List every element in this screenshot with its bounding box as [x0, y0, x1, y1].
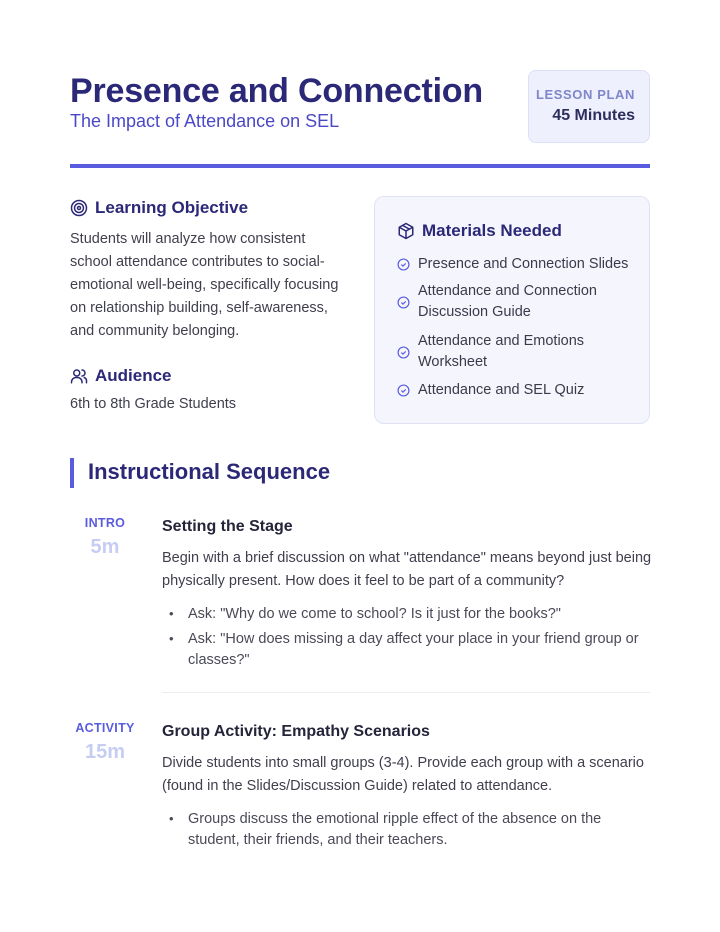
badge-duration: 45 Minutes [552, 107, 635, 124]
step-title: Setting the Stage [162, 518, 293, 535]
step-description: Divide students into small groups (3-4). Provide each group with a scenario (found in the Slides/Discussion Guide) related to attendance. [162, 755, 644, 794]
lesson-plan-badge [528, 70, 650, 143]
step-tag: ACTIVITY [75, 721, 135, 735]
objective-text: Students will analyze how consistent school attendance contributes to social-emotional well-being, specifically focusing on relationship building, self-awareness, and community belonging. [70, 231, 339, 339]
audience-title: Audience [95, 366, 172, 385]
step-duration: 15m [84, 741, 126, 763]
step-bullet-text: Ask: "How does missing a day affect your place in your friend group or classes?" [188, 631, 639, 668]
header-divider [70, 164, 650, 168]
page-subtitle: The Impact of Attendance on SEL [70, 111, 340, 131]
step-bullet: • Ask: "How does missing a day affect your place in your friend group or classes?" [169, 631, 639, 668]
check-circle-icon [397, 384, 410, 397]
step-bullet-text: Ask: "Why do we come to school? Is it just for the books?" [188, 606, 561, 622]
materials-title: Materials Needed [422, 221, 562, 240]
material-label: Attendance and SEL Quiz [418, 382, 585, 398]
material-item [397, 281, 607, 323]
materials-heading [397, 221, 562, 241]
material-item [397, 254, 637, 275]
check-circle-icon [397, 346, 410, 359]
users-icon [70, 367, 88, 385]
badge-label: LESSON PLAN [535, 87, 635, 102]
target-icon [70, 199, 88, 217]
page-title: Presence and Connection [70, 72, 483, 110]
sequence-title: Instructional Sequence [88, 459, 331, 484]
material-item [397, 331, 597, 373]
material-label: Presence and Connection Slides [418, 256, 629, 272]
step-description: Begin with a brief discussion on what "attendance" means beyond just being physically present. How does it feel to be part of a community? [162, 550, 652, 589]
step-bullet: • Groups discuss the emotional ripple effect of the absence on the student, their friends, and their teachers. [169, 811, 602, 848]
sequence-accent-bar [70, 458, 74, 488]
material-label: Attendance and Emotions Worksheet [418, 333, 585, 370]
step-duration: 5m [90, 536, 120, 558]
box-icon [397, 222, 415, 240]
step-divider [162, 692, 650, 693]
audience-text: 6th to 8th Grade Students [70, 396, 237, 412]
step-tag: INTRO [84, 516, 126, 530]
check-circle-icon [397, 258, 410, 271]
audience-heading [70, 366, 172, 386]
material-label: Attendance and Connection Discussion Guide [418, 283, 597, 320]
objective-heading [70, 198, 248, 218]
material-item [397, 380, 637, 401]
check-circle-icon [397, 296, 410, 309]
step-bullet: • Ask: "Why do we come to school? Is it just for the books?" [169, 606, 561, 622]
step-bullet-text: Groups discuss the emotional ripple effect of the absence on the student, their friends, and their teachers. [188, 811, 602, 848]
header [70, 70, 650, 168]
materials-card [374, 196, 650, 424]
objective-title: Learning Objective [95, 198, 249, 217]
step-title: Group Activity: Empathy Scenarios [162, 723, 430, 740]
